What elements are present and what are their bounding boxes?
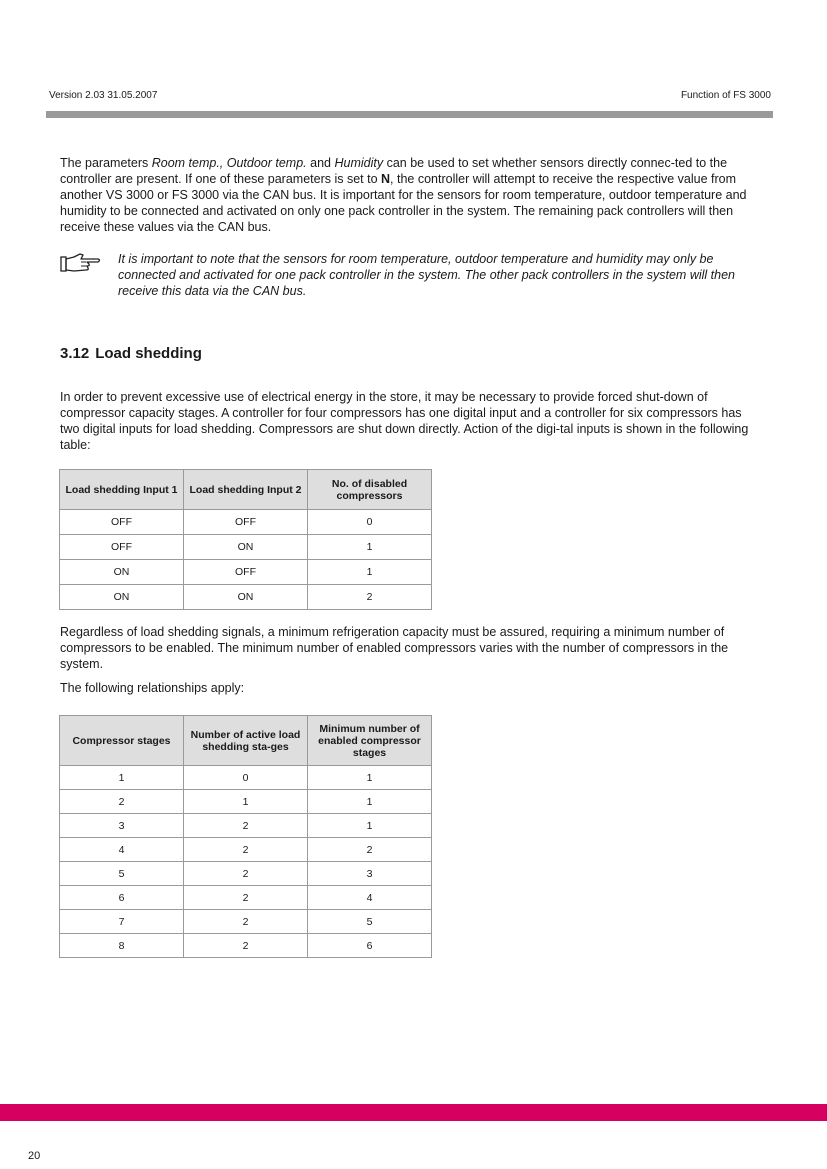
table-header: Compressor stages [60,716,184,766]
table-cell: 2 [308,585,432,610]
table-cell: 1 [184,790,308,814]
table-cell: 2 [308,838,432,862]
header-version: Version 2.03 31.05.2007 [49,90,158,101]
section-number: 3.12 [60,345,90,362]
table-cell: 8 [60,934,184,958]
table-cell: 7 [60,910,184,934]
table-cell: 6 [60,886,184,910]
table-row [60,560,432,585]
footer-bar [0,1104,827,1121]
table-cell: 2 [184,934,308,958]
table-cell: OFF [184,560,308,585]
header-rule [46,111,773,118]
table-header: Number of active load shedding sta-ges [184,716,308,766]
table-cell: OFF [60,510,184,535]
sensor-parameters-paragraph: The parameters Room temp., Outdoor temp. and Humidity can be used to set whether sensors directly connec-ted to the controller are present. If one of these parameters is set to N, the controller will attempt to receive the respective value from another VS 3000 or FS 3000 via the CAN bus. It is important for the sensors for room temperature, outdoor temperature and humidity to be connected and activated on only one pack controller in the system. The remaining pack controllers will then receive these values via the CAN bus. [60,156,747,234]
table-row [60,814,432,838]
table-row [60,838,432,862]
humidity-term: Humidity [334,156,384,170]
section-title: Load shedding [95,345,202,362]
table-cell: 1 [60,766,184,790]
table-cell: 3 [60,814,184,838]
table-cell: 6 [308,934,432,958]
table-header: No. of disabled compressors [308,470,432,510]
table-cell: 1 [308,535,432,560]
table-cell: 2 [184,838,308,862]
table-cell: 2 [184,862,308,886]
table-row [60,910,432,934]
table-cell: 2 [60,790,184,814]
table-cell: 0 [308,510,432,535]
table-row [60,886,432,910]
table-cell: ON [184,535,308,560]
table-cell: 4 [308,886,432,910]
table-row [60,934,432,958]
page-number: 20 [28,1150,41,1162]
table-header: Minimum number of enabled compressor stages [308,716,432,766]
table-row [60,766,432,790]
table-row [60,790,432,814]
compressor-stages-table [59,715,432,958]
table-cell: 4 [60,838,184,862]
table-cell: 5 [308,910,432,934]
table-cell: 1 [308,790,432,814]
table-header: Load shedding Input 1 [60,470,184,510]
n-value-term: N [381,172,391,186]
table-cell: 2 [184,814,308,838]
header-section-title: Function of FS 3000 [680,90,771,101]
table-row [60,862,432,886]
relationships-paragraph: The following relationships apply: [60,681,245,695]
table-cell: OFF [60,535,184,560]
table-cell: 0 [184,766,308,790]
table-cell: 3 [308,862,432,886]
table-cell: 1 [308,814,432,838]
table-row [60,585,432,610]
room-outdoor-temp-term: Room temp., Outdoor temp. [151,156,307,170]
table-row [60,535,432,560]
table-cell: ON [60,560,184,585]
section-heading [60,345,202,362]
table-cell: 2 [184,886,308,910]
table-cell: ON [184,585,308,610]
table-cell: ON [60,585,184,610]
table-cell: 2 [184,910,308,934]
sensor-note: It is important to note that the sensors for room temperature, outdoor temperature and humidity may only be connected and activated for one pack controller in the system. The other pack controllers in the system will then receive this data via the CAN bus. [118,252,735,298]
table-cell: 1 [308,766,432,790]
table-cell: 1 [308,560,432,585]
load-shedding-inputs-table [59,469,432,610]
table-cell: 5 [60,862,184,886]
minimum-capacity-paragraph: Regardless of load shedding signals, a minimum refrigeration capacity must be assured, requiring a minimum number of compressors to be enabled. The minimum number of enabled compressors varies with the number of compressors in the system. [60,625,729,671]
pointing-hand-icon [60,252,102,274]
load-shedding-intro-paragraph: In order to prevent excessive use of electrical energy in the store, it may be necessary to provide forced shut-down of compressor capacity stages. A controller for four compressors has one digital input and a controller for six compressors has two digital inputs for load shedding. Compressors are shut down directly. Action of the digi-tal inputs is shown in the following table: [60,390,749,452]
table-cell: OFF [184,510,308,535]
table-row [60,510,432,535]
table-header: Load shedding Input 2 [184,470,308,510]
